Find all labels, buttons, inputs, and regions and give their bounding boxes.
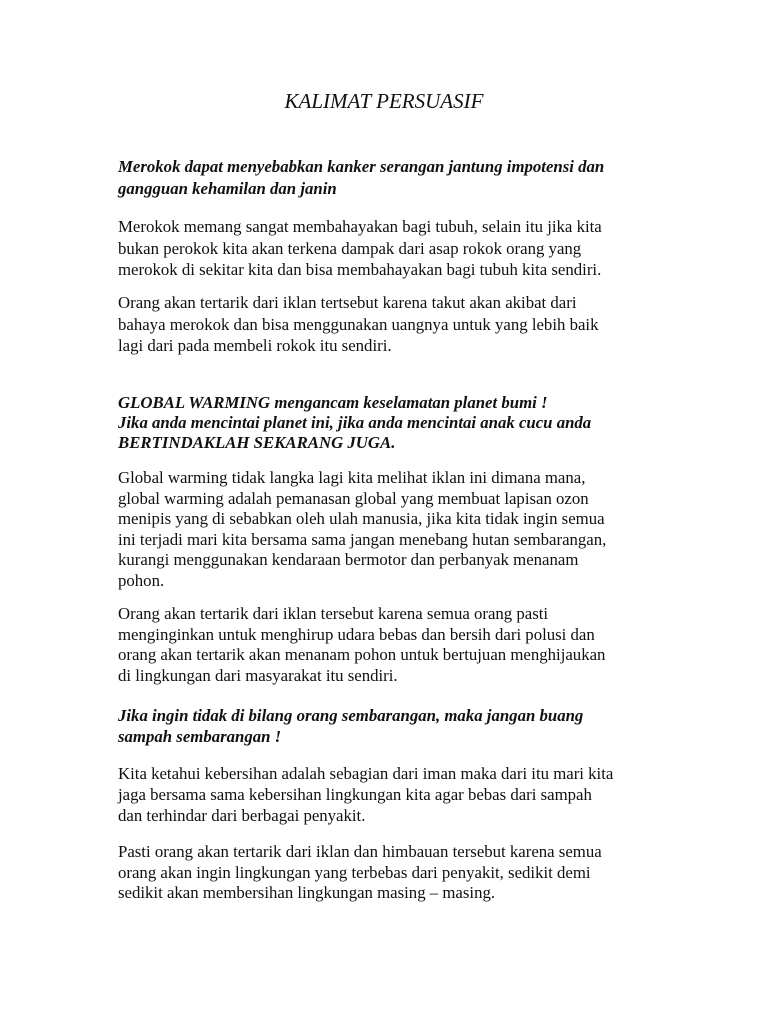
paragraph-line: ini terjadi mari kita bersama sama jangan menebang hutan sembarangan,	[118, 529, 607, 549]
section-3-paragraph-1	[118, 764, 678, 827]
heading-line: Jika ingin tidak di bilang orang sembarangan, maka jangan buang	[118, 706, 584, 725]
paragraph-line: Merokok memang sangat membahayakan bagi tubuh, selain itu jika kita	[118, 217, 602, 236]
paragraph-line: dan terhindar dari berbagai penyakit.	[118, 805, 366, 825]
heading-line: sampah sembarangan !	[118, 726, 282, 746]
paragraph-line: bahaya merokok dan bisa menggunakan uangnya untuk yang lebih baik	[118, 314, 599, 334]
section-1-paragraph-1	[118, 216, 678, 281]
paragraph-line: Global warming tidak langka lagi kita melihat iklan ini dimana mana,	[118, 468, 586, 487]
paragraph-line: menipis yang di sebabkan oleh ulah manusia, jika kita tidak ingin semua	[118, 509, 605, 529]
paragraph-line: jaga bersama sama kebersihan lingkungan kita agar bebas dari sampah	[118, 784, 592, 804]
section-2-heading	[118, 393, 678, 452]
document-title: KALIMAT PERSUASIF	[284, 89, 484, 113]
section-3-heading	[118, 706, 678, 748]
section-1-heading	[118, 156, 678, 200]
paragraph-line: merokok di sekitar kita dan bisa membahayakan bagi tubuh kita sendiri.	[118, 260, 602, 280]
paragraph-line: global warming adalah pemanasan global yang membuat lapisan ozon	[118, 488, 589, 508]
section-2-paragraph-1	[118, 468, 678, 592]
paragraph-line: orang akan ingin lingkungan yang terbebas dari penyakit, sedikit demi	[118, 862, 591, 882]
paragraph-line: Pasti orang akan tertarik dari iklan dan himbauan tersebut karena semua	[118, 842, 602, 861]
paragraph-line: orang akan tertarik akan menanam pohon untuk bertujuan menghijaukan	[118, 645, 606, 665]
paragraph-line: menginginkan untuk menghirup udara bebas dan bersih dari polusi dan	[118, 624, 595, 644]
heading-line: GLOBAL WARMING mengancam keselamatan planet bumi !	[118, 393, 548, 412]
paragraph-line: sedikit akan membersihan lingkungan masing – masing.	[118, 883, 496, 902]
paragraph-line: kurangi menggunakan kendaraan bermotor dan perbanyak menanam	[118, 550, 579, 570]
paragraph-line: pohon.	[118, 570, 165, 590]
section-2-paragraph-2	[118, 604, 678, 687]
paragraph-line: Kita ketahui kebersihan adalah sebagian dari iman maka dari itu mari kita	[118, 764, 614, 783]
section-1-paragraph-2	[118, 292, 678, 357]
heading-line: BERTINDAKLAH SEKARANG JUGA.	[118, 432, 396, 452]
paragraph-line: di lingkungan dari masyarakat itu sendiri.	[118, 666, 398, 686]
heading-line: gangguan kehamilan dan janin	[118, 179, 337, 198]
section-3-paragraph-2	[118, 842, 678, 904]
paragraph-line: Orang akan tertarik dari iklan tertsebut karena takut akan akibat dari	[118, 293, 577, 312]
heading-line: Jika anda mencintai planet ini, jika anda mencintai anak cucu anda	[118, 412, 592, 432]
paragraph-line: Orang akan tertarik dari iklan tersebut karena semua orang pasti	[118, 604, 549, 623]
heading-line: Merokok dapat menyebabkan kanker serangan jantung impotensi dan	[118, 157, 605, 176]
paragraph-line: bukan perokok kita akan terkena dampak dari asap rokok orang yang	[118, 238, 582, 258]
paragraph-line: lagi dari pada membeli rokok itu sendiri.	[118, 336, 392, 356]
